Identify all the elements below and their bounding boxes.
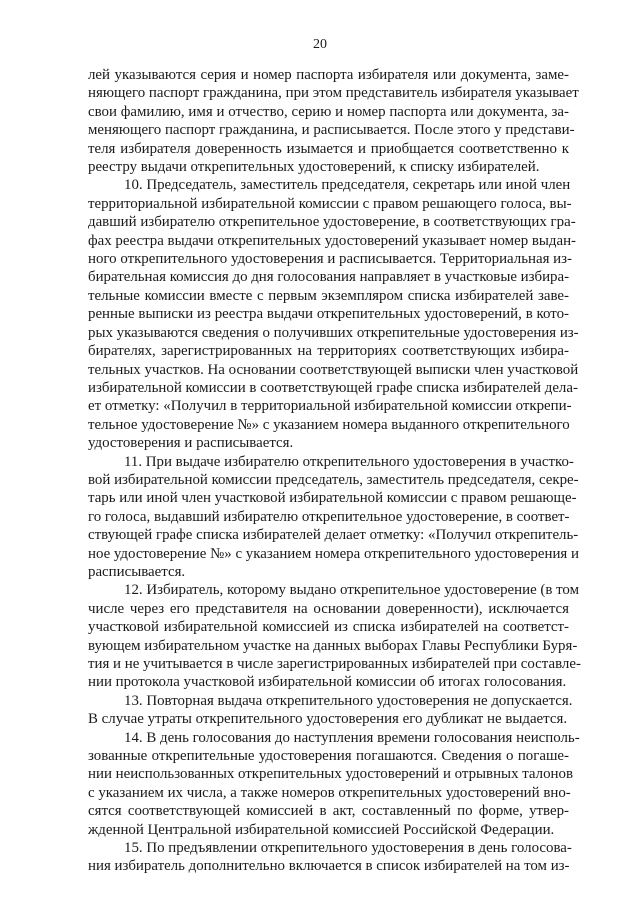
text-line: вой избирательной комиссии председатель, заместитель председателя, секре- [88, 471, 579, 488]
text-line: сятся соответствующей комиссией в акт, составленный по форме, утвер- [88, 803, 569, 820]
text-line: фах реестра выдачи открепительных удостоверений указывает номер выдан- [88, 232, 577, 249]
text-line: ное удостоверение №» с указанием номера открепительного удостоверения и [88, 545, 579, 562]
text-line: тарь или иной член участковой избирательной комиссии с правом решающе- [88, 490, 577, 507]
text-line: тельное удостоверение №» с указанием номера выданного открепительного [88, 416, 570, 433]
text-line: тельных участков. На основании соответствующей выписки член участковой [88, 361, 579, 378]
text-line: давший избирателю открепительное удостоверение, в соответствующих гра- [88, 214, 576, 231]
text-line: ет отметку: «Получил в территориальной избирательной комиссии открепи- [88, 398, 572, 415]
text-line: зованные открепительные удостоверения погашаются. Сведения о погаше- [88, 748, 569, 765]
text-line: удостоверения и расписывается. [88, 435, 294, 452]
text-line: нии неиспользованных открепительных удостоверений и отрывных талонов [88, 766, 573, 783]
text-line: 15. По предъявлении открепительного удостоверения в день голосова- [124, 840, 572, 857]
text-line: 12. Избиратель, которому выдано открепительное удостоверение (в том [124, 582, 580, 599]
text-line: няющего паспорт гражданина, при этом представитель избирателя указывает [88, 85, 579, 102]
text-line: 14. В день голосования до наступления времени голосования неисполь- [124, 729, 580, 746]
text-line: ренные выписки из реестра выдачи открепительных удостоверений, в кото- [88, 306, 569, 323]
text-line: избирательной комиссии в соответствующей графе списка избирателей дела- [88, 379, 578, 396]
text-line: тельные комиссии вместе с первым экземпляром списка избирателей заве- [88, 287, 569, 304]
text-line: территориальной избирательной комиссии с правом решающего голоса, вы- [88, 195, 572, 212]
text-line: рых указываются сведения о получивших открепительные удостоверения из- [88, 324, 579, 341]
text-line: бирателях, зарегистрированных на территориях соответствующих избира- [88, 343, 569, 360]
text-line: меняющего паспорт гражданина, и расписывается. После этого у представи- [88, 122, 575, 139]
text-line: ного открепительного удостоверения и расписывается. Территориальная из- [88, 251, 572, 268]
text-line: свои фамилию, имя и отчество, серию и номер паспорта или документа, за- [88, 103, 569, 120]
page-number: 20 [313, 37, 327, 52]
text-line: бирательная комиссия до дня голосования направляет в участковые избира- [88, 269, 570, 286]
text-line: 11. При выдаче избирателю открепительного удостоверения в участко- [124, 453, 574, 470]
text-line: реестру выдачи открепительных удостоверений, к списку избирателей. [88, 159, 540, 176]
text-line: участковой избирательной комиссией из списка избирателей на соответст- [88, 619, 569, 636]
text-line: ствующей графе списка избирателей делает отметку: «Получил открепитель- [88, 527, 579, 544]
text-line: тия и не учитывается в числе зарегистрированных избирателей при составле- [88, 656, 581, 672]
text-line: лей указываются серия и номер паспорта избирателя или документа, заме- [88, 67, 569, 83]
text-line: го голоса, выдавший избирателю открепительное удостоверение, в соответ- [88, 508, 570, 525]
text-line: расписывается. [88, 563, 186, 580]
text-line: нии протокола участковой избирательной комиссии об итогах голосования. [88, 674, 567, 691]
text-line: с указанием их числа, а также номеров открепительных удостоверений вно- [88, 784, 571, 801]
text-line: 10. Председатель, заместитель председателя, секретарь или иной член [124, 177, 571, 194]
text-line: жденной Центральной избирательной комиссией Российской Федерации. [88, 821, 555, 838]
text-line: ния избиратель дополнительно включается в список избирателей на том из- [88, 858, 570, 875]
text-line: В случае утраты открепительного удостоверения его дубликат не выдается. [88, 711, 568, 728]
document-body-text [88, 66, 581, 876]
text-line: вующем избирательном участке на данных выборах Главы Республики Буря- [88, 637, 578, 654]
text-line: 13. Повторная выдача открепительного удостоверения не допускается. [124, 692, 573, 709]
text-line: числе через его представителя на основании доверенности), исключается [88, 600, 569, 617]
text-line: теля избирателя доверенность изымается и приобщается соответственно к [88, 140, 569, 157]
